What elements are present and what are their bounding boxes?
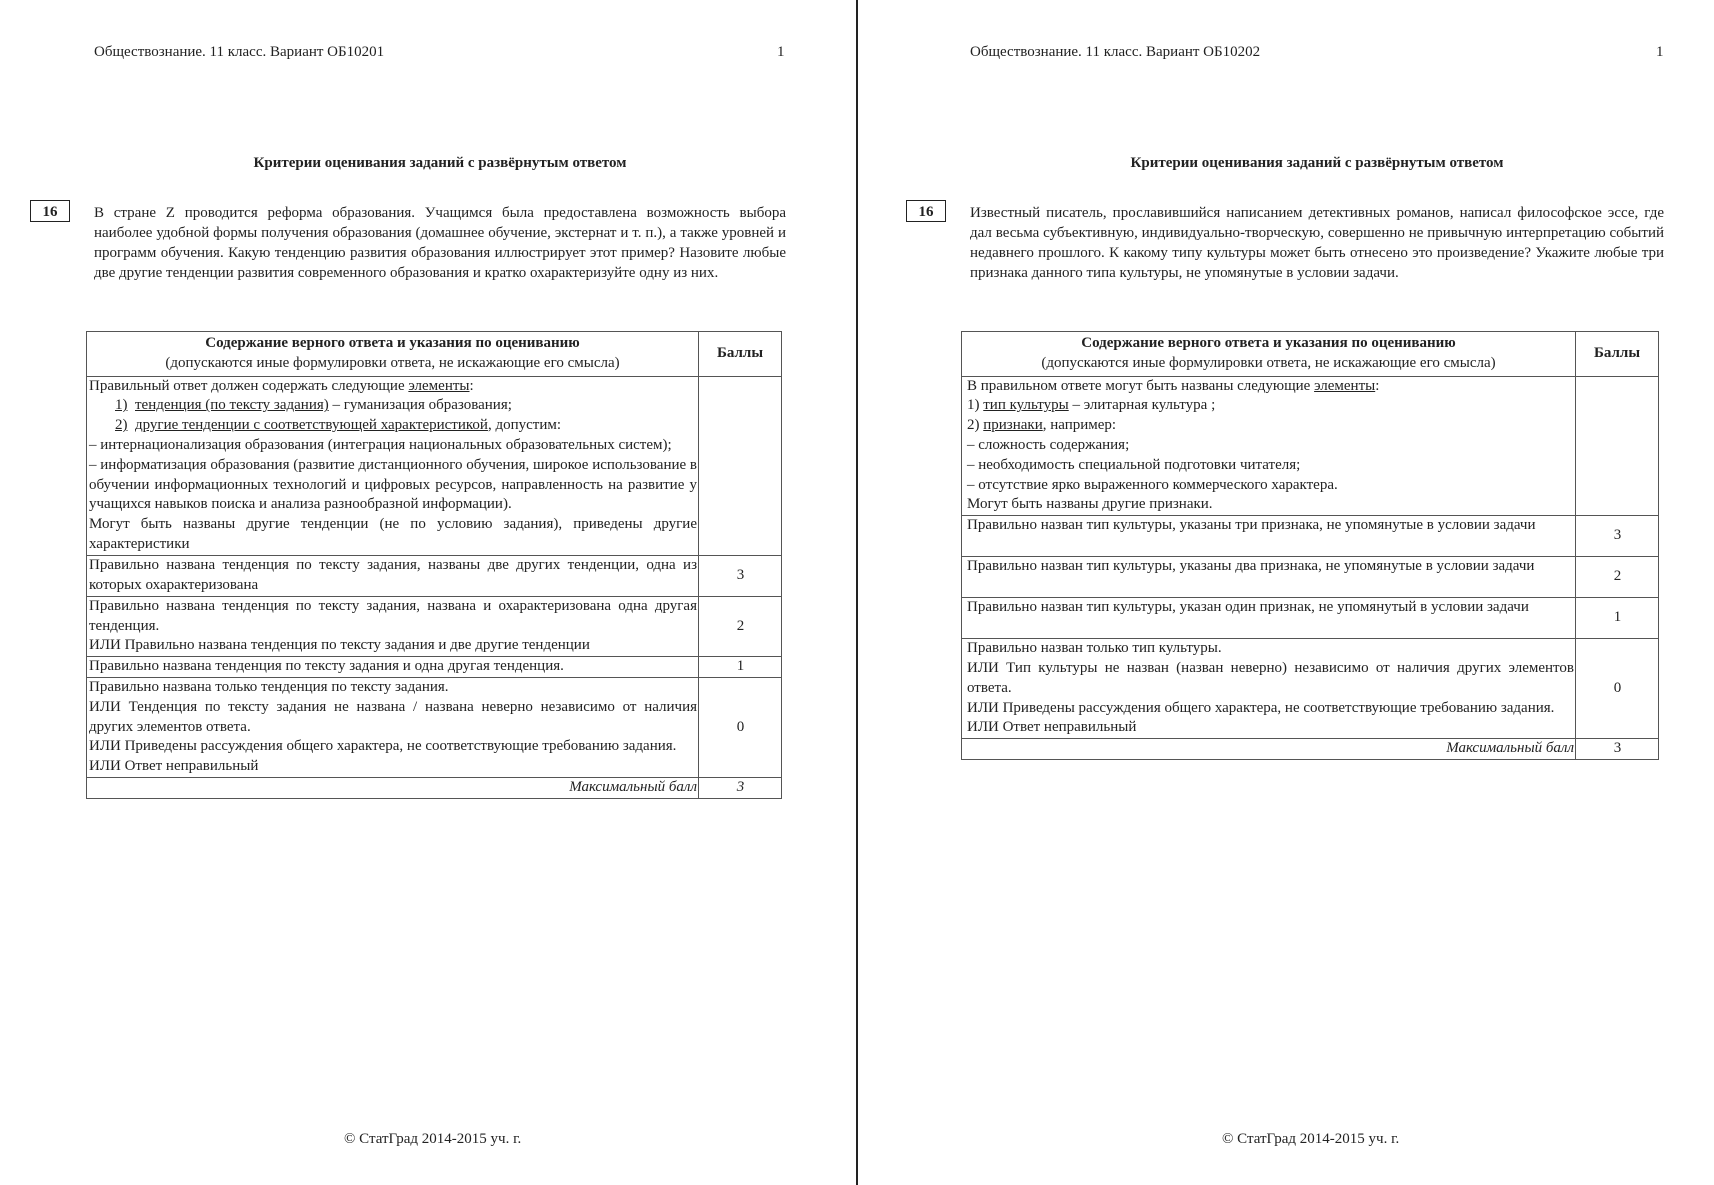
answer-intro-link: элементы: [408, 377, 470, 394]
table-header-content: [962, 332, 1576, 377]
bullet-1: – сложность содержания;: [967, 436, 1130, 453]
table-row: [87, 657, 782, 678]
header-score: Баллы: [699, 332, 782, 377]
table-header-row: [962, 332, 1659, 377]
answer-intro-post: :: [1375, 377, 1380, 394]
criterion-text: [87, 596, 699, 656]
criteria-table: [86, 331, 782, 799]
header-title: Обществознание. 11 класс. Вариант ОБ10202: [970, 44, 1261, 60]
table-row: [87, 596, 782, 656]
task-number-box: 16: [30, 200, 70, 222]
bullet-2: – информатизация образования (развитие дистанционного обучения, широкое использование в обучении информационных технологий и цифровых ресурсов, направленность на развитие у учащихся навыков поиска и анализа разнообразной информации).: [89, 456, 697, 513]
header-sub: (допускаются иные формулировки ответа, не искажающие его смысла): [165, 354, 620, 371]
footer: © СтатГрад 2014-2015 уч. г.: [1222, 1131, 1400, 1147]
item1-rest: – элитарная культура ;: [1068, 397, 1216, 414]
header-main: Содержание верного ответа и указания по оцениванию: [1081, 335, 1456, 351]
item1-num: 1): [115, 397, 128, 414]
criterion-line: ИЛИ Приведены рассуждения общего характера, не соответствующие требованию задания.: [89, 738, 677, 755]
answer-content: [962, 376, 1576, 516]
footer: © СтатГрад 2014-2015 уч. г.: [344, 1131, 522, 1147]
criterion-text: [962, 639, 1576, 739]
criterion-line: ИЛИ Ответ неправильный: [89, 758, 259, 775]
answer-score: [699, 376, 782, 555]
max-score-value: 3: [1576, 739, 1659, 760]
item1-rest: – гуманизация образования;: [328, 397, 512, 414]
criterion-score: 0: [1576, 639, 1659, 739]
max-score-row: [962, 739, 1659, 760]
section-title: Критерии оценивания заданий с развёрнутым ответом: [1130, 155, 1504, 171]
criterion-score: 2: [699, 596, 782, 656]
bullet-2: – необходимость специальной подготовки читателя;: [967, 456, 1301, 473]
criterion-score: 1: [1576, 598, 1659, 639]
criterion-text: [87, 677, 699, 777]
bullet-1: – интернационализация образования (интеграция национальных образовательных систем);: [89, 436, 672, 453]
answer-note: Могут быть названы другие тенденции (не по условию задания), приведены другие характеристики: [89, 516, 697, 552]
answer-content: [87, 376, 699, 555]
header-main: Содержание верного ответа и указания по оцениванию: [205, 335, 580, 351]
page-number: 1: [777, 44, 785, 60]
answer-note: Могут быть названы другие признаки.: [967, 496, 1213, 513]
bullet-3: – отсутствие ярко выраженного коммерческого характера.: [967, 476, 1338, 493]
answer-score: [1576, 376, 1659, 516]
item2-rest: , допустим:: [487, 417, 562, 434]
answer-row: [87, 376, 782, 555]
page-left: [0, 0, 856, 1185]
answer-intro-link: элементы: [1314, 377, 1376, 394]
criterion-line: ИЛИ Приведены рассуждения общего характера, не соответствующие требованию задания.: [967, 699, 1555, 716]
page-divider: [856, 0, 858, 1185]
item2-rest: , например:: [1042, 417, 1117, 434]
task-number-box: 16: [906, 200, 946, 222]
table-row: [962, 557, 1659, 598]
item2-link: признаки: [983, 417, 1043, 434]
header-sub: (допускаются иные формулировки ответа, не искажающие его смысла): [1041, 354, 1496, 371]
max-score-value: 3: [699, 777, 782, 798]
criterion-score: 3: [1576, 516, 1659, 557]
table-row: [962, 639, 1659, 739]
task-text: Известный писатель, прославившийся написанием детективных романов, написал философское эссе, где дал весьма субъективную, индивидуально-творческую, совершенно не привычную интерпретацию событий недавнего прошлого. К какому типу культуры может быть отнесено это произведение? Укажите любые три признака данного типа культуры, не упомянутые в условии задачи.: [970, 205, 1664, 281]
criterion-score: 2: [1576, 557, 1659, 598]
criterion-text: Правильно названа тенденция по тексту задания и одна другая тенденция.: [87, 657, 699, 678]
item2-num: 2): [967, 417, 984, 434]
table-row: [962, 598, 1659, 639]
header-title: Обществознание. 11 класс. Вариант ОБ10201: [94, 44, 385, 60]
criterion-text: Правильно названа тенденция по тексту задания, названы две других тенденции, одна из которых охарактеризована: [87, 555, 699, 596]
answer-intro-post: :: [469, 377, 474, 394]
criterion-line: Правильно названа только тенденция по тексту задания.: [89, 678, 449, 695]
criterion-score: 3: [699, 555, 782, 596]
criterion-line: ИЛИ Ответ неправильный: [967, 719, 1137, 736]
answer-intro: В правильном ответе могут быть названы следующие: [967, 377, 1315, 394]
criterion-score: 1: [699, 657, 782, 678]
criterion-text: Правильно назван тип культуры, указаны три признака, не упомянутые в условии задачи: [962, 516, 1576, 557]
criterion-line: ИЛИ Правильно названа тенденция по тексту задания и две другие тенденции: [89, 637, 590, 654]
table-row: [87, 555, 782, 596]
criterion-line: ИЛИ Тип культуры не назван (назван неверно) независимо от наличия других элементов ответа.: [967, 659, 1574, 696]
max-score-label: Максимальный балл: [87, 777, 699, 798]
answer-row: [962, 376, 1659, 516]
criterion-line: Правильно названа тенденция по тексту задания, названа и охарактеризована одна другая тенденция.: [89, 597, 697, 634]
table-header-content: [87, 332, 699, 377]
criterion-text: Правильно назван тип культуры, указаны два признака, не упомянутые в условии задачи: [962, 557, 1576, 598]
page-right: [860, 0, 1714, 1185]
item2-link: другие тенденции с соответствующей характеристикой: [135, 417, 488, 434]
criterion-line: ИЛИ Тенденция по тексту задания не названа / названа неверно независимо от наличия других элементов ответа.: [89, 698, 697, 735]
criterion-line: Правильно назван только тип культуры.: [967, 640, 1222, 657]
max-score-label: Максимальный балл: [962, 739, 1576, 760]
item1-num: 1): [967, 397, 984, 414]
criterion-text: Правильно назван тип культуры, указан один признак, не упомянутый в условии задачи: [962, 598, 1576, 639]
answer-intro: Правильный ответ должен содержать следующие: [89, 377, 409, 394]
criteria-table: [961, 331, 1659, 760]
item2-num: 2): [115, 417, 128, 434]
max-score-row: [87, 777, 782, 798]
header-score: Баллы: [1576, 332, 1659, 377]
criterion-score: 0: [699, 677, 782, 777]
section-title: Критерии оценивания заданий с развёрнутым ответом: [253, 155, 627, 171]
item1-link: тип культуры: [983, 397, 1069, 414]
page-number: 1: [1656, 44, 1664, 60]
table-header-row: [87, 332, 782, 377]
table-row: [87, 677, 782, 777]
task-text: В стране Z проводится реформа образования. Учащимся была предоставлена возможность выбора наиболее удобной формы получения образования (домашнее обучение, экстернат и т. п.), а также уровней и программ обучения. Какую тенденцию развития образования иллюстрирует этот пример? Назовите любые две другие тенденции развития современного образования и кратко охарактеризуйте одну из них.: [94, 205, 786, 281]
table-row: [962, 516, 1659, 557]
item1-link: тенденция (по тексту задания): [135, 397, 329, 414]
